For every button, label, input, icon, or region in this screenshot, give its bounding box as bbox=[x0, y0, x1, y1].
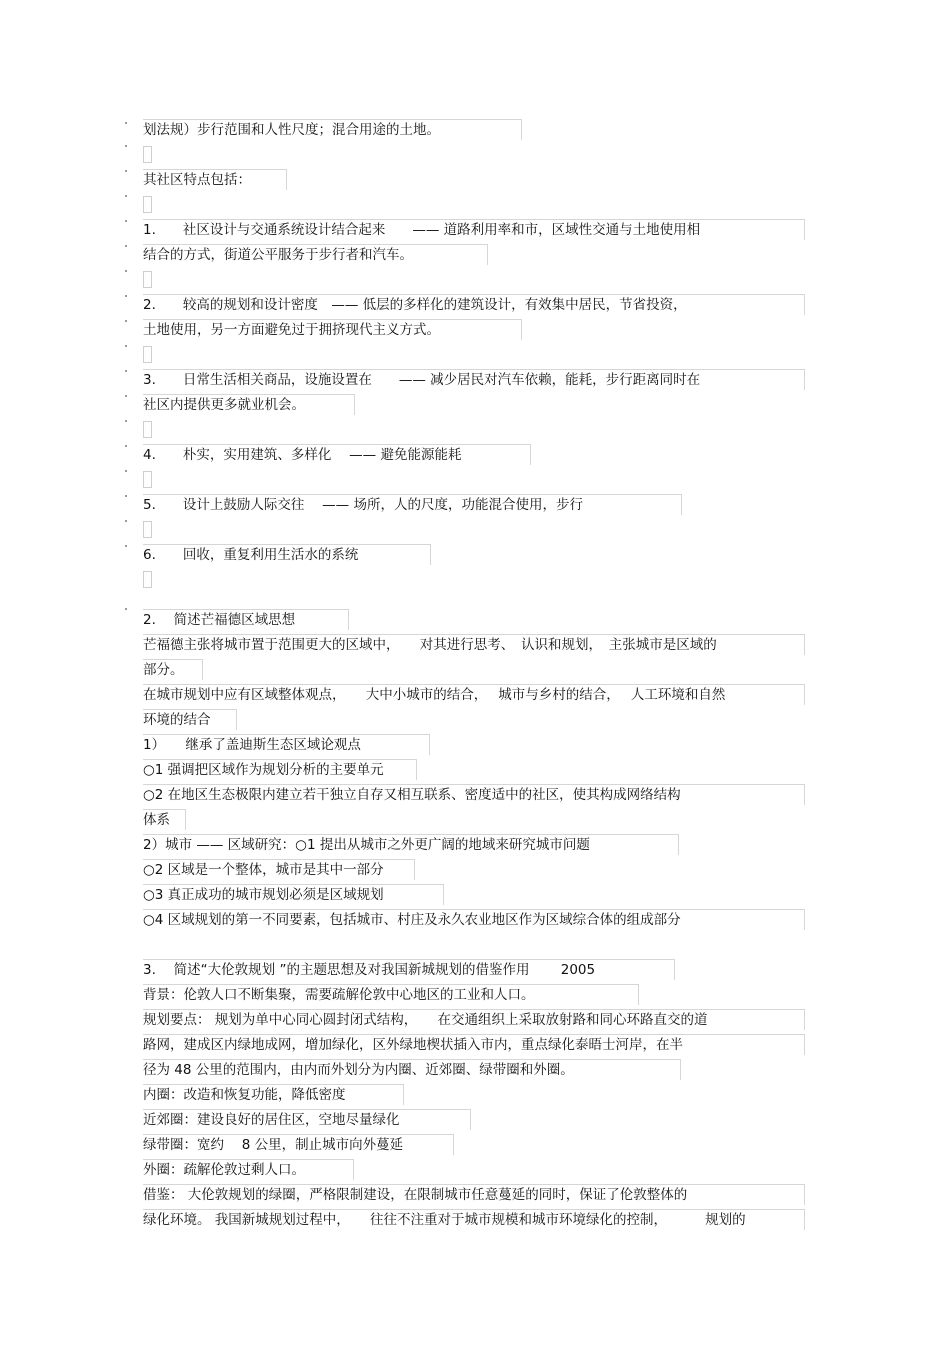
text-line: 土地使用，另一方面避免过于拥挤现代主义方式。 bbox=[143, 319, 522, 340]
text-line: 在城市规划中应有区域整体观点， 大中小城市的结合， 城市与乡村的结合， 人工环境和自然 bbox=[143, 684, 805, 705]
text-line: 绿化环境。 我国新城规划过程中， 往往不注重对于城市规模和城市环境绿化的控制， 规划的 bbox=[143, 1209, 805, 1230]
margin-tick bbox=[125, 122, 127, 124]
blank-line-box bbox=[143, 471, 152, 488]
list-item: 4. 朴实，实用建筑、多样化 —— 避免能源能耗 bbox=[143, 444, 531, 465]
blank-line-box bbox=[143, 346, 152, 363]
text-line: 环境的结合 bbox=[143, 709, 237, 730]
text-line: 绿带圈：宽约 8 公里，制止城市向外蔓延 bbox=[143, 1134, 454, 1155]
text-line: ○4 区域规划的第一不同要素，包括城市、村庄及永久农业地区作为区域综合体的组成部分 bbox=[143, 909, 805, 930]
margin-tick bbox=[125, 170, 127, 172]
text-line: 2）城市 —— 区域研究：○1 提出从城市之外更广阔的地域来研究城市问题 bbox=[143, 834, 679, 855]
text-line: 借鉴： 大伦敦规划的绿圈，严格限制建设，在限制城市任意蔓延的同时，保证了伦敦整体的 bbox=[143, 1184, 805, 1205]
blank-line-box bbox=[143, 271, 152, 288]
margin-tick bbox=[125, 470, 127, 472]
text-line: 内圈：改造和恢复功能，降低密度 bbox=[143, 1084, 404, 1105]
margin-tick bbox=[125, 320, 127, 322]
section-heading: 2. 简述芒福德区域思想 bbox=[143, 609, 349, 630]
list-item: 1. 社区设计与交通系统设计结合起来 —— 道路利用率和市，区域性交通与土地使用相 bbox=[143, 219, 805, 240]
text-line: 外圈：疏解伦敦过剩人口。 bbox=[143, 1159, 354, 1180]
text-line: 路网，建成区内绿地成网，增加绿化，区外绿地楔状插入市内，重点绿化泰晤士河岸，在半 bbox=[143, 1034, 805, 1055]
margin-tick bbox=[125, 445, 127, 447]
blank-line-box bbox=[143, 421, 152, 438]
margin-tick bbox=[125, 370, 127, 372]
margin-tick bbox=[125, 495, 127, 497]
text-line: ○2 在地区生态极限内建立若干独立自存又相互联系、密度适中的社区，使其构成网络结构 bbox=[143, 784, 805, 805]
list-item: 3. 日常生活相关商品，设施设置在 —— 减少居民对汽车依赖，能耗，步行距离同时在 bbox=[143, 369, 805, 390]
text-line: ○1 强调把区域作为规划分析的主要单元 bbox=[143, 759, 417, 780]
margin-tick bbox=[125, 195, 127, 197]
text-line: 部分。 bbox=[143, 659, 203, 680]
text-line: 规划要点： 规划为单中心同心圆封闭式结构， 在交通组织上采取放射路和同心环路直交的道 bbox=[143, 1009, 805, 1030]
margin-tick bbox=[125, 220, 127, 222]
list-item: 5. 设计上鼓励人际交往 —— 场所，人的尺度，功能混合使用，步行 bbox=[143, 494, 682, 515]
margin-tick bbox=[125, 420, 127, 422]
text-line: 社区内提供更多就业机会。 bbox=[143, 394, 355, 415]
section-heading: 3. 简述“大伦敦规划 ”的主题思想及对我国新城规划的借鉴作用 2005 bbox=[143, 959, 675, 980]
text-line: 径为 48 公里的范围内，由内而外划分为内圈、近郊圈、绿带圈和外圈。 bbox=[143, 1059, 681, 1080]
text-line: 结合的方式，街道公平服务于步行者和汽车。 bbox=[143, 244, 488, 265]
text-line: 1） 继承了盖迪斯生态区域论观点 bbox=[143, 734, 430, 755]
margin-tick bbox=[125, 608, 127, 610]
text-line: 背景：伦敦人口不断集聚，需要疏解伦敦中心地区的工业和人口。 bbox=[143, 984, 639, 1005]
margin-tick bbox=[125, 270, 127, 272]
margin-tick bbox=[125, 345, 127, 347]
blank-line-box bbox=[143, 146, 152, 163]
margin-tick bbox=[125, 395, 127, 397]
text-line: 近郊圈：建设良好的居住区，空地尽量绿化 bbox=[143, 1109, 471, 1130]
margin-tick bbox=[125, 145, 127, 147]
text-line: 体系 bbox=[143, 809, 186, 830]
margin-tick bbox=[125, 295, 127, 297]
text-line: ○3 真正成功的城市规划必须是区域规划 bbox=[143, 884, 444, 905]
list-item: 2. 较高的规划和设计密度 —— 低层的多样化的建筑设计，有效集中居民，节省投资， bbox=[143, 294, 805, 315]
list-item: 6. 回收，重复利用生活水的系统 bbox=[143, 544, 431, 565]
text-line: 芒福德主张将城市置于范围更大的区域中， 对其进行思考、 认识和规划， 主张城市是区域的 bbox=[143, 634, 805, 655]
text-line: ○2 区域是一个整体，城市是其中一部分 bbox=[143, 859, 415, 880]
margin-tick bbox=[125, 545, 127, 547]
blank-line-box bbox=[143, 196, 152, 213]
blank-line-box bbox=[143, 571, 152, 588]
text-line: 其社区特点包括： bbox=[143, 169, 287, 190]
blank-line-box bbox=[143, 521, 152, 538]
margin-tick bbox=[125, 245, 127, 247]
text-line: 划法规）步行范围和人性尺度；混合用途的土地。 bbox=[143, 119, 522, 140]
margin-tick bbox=[125, 520, 127, 522]
